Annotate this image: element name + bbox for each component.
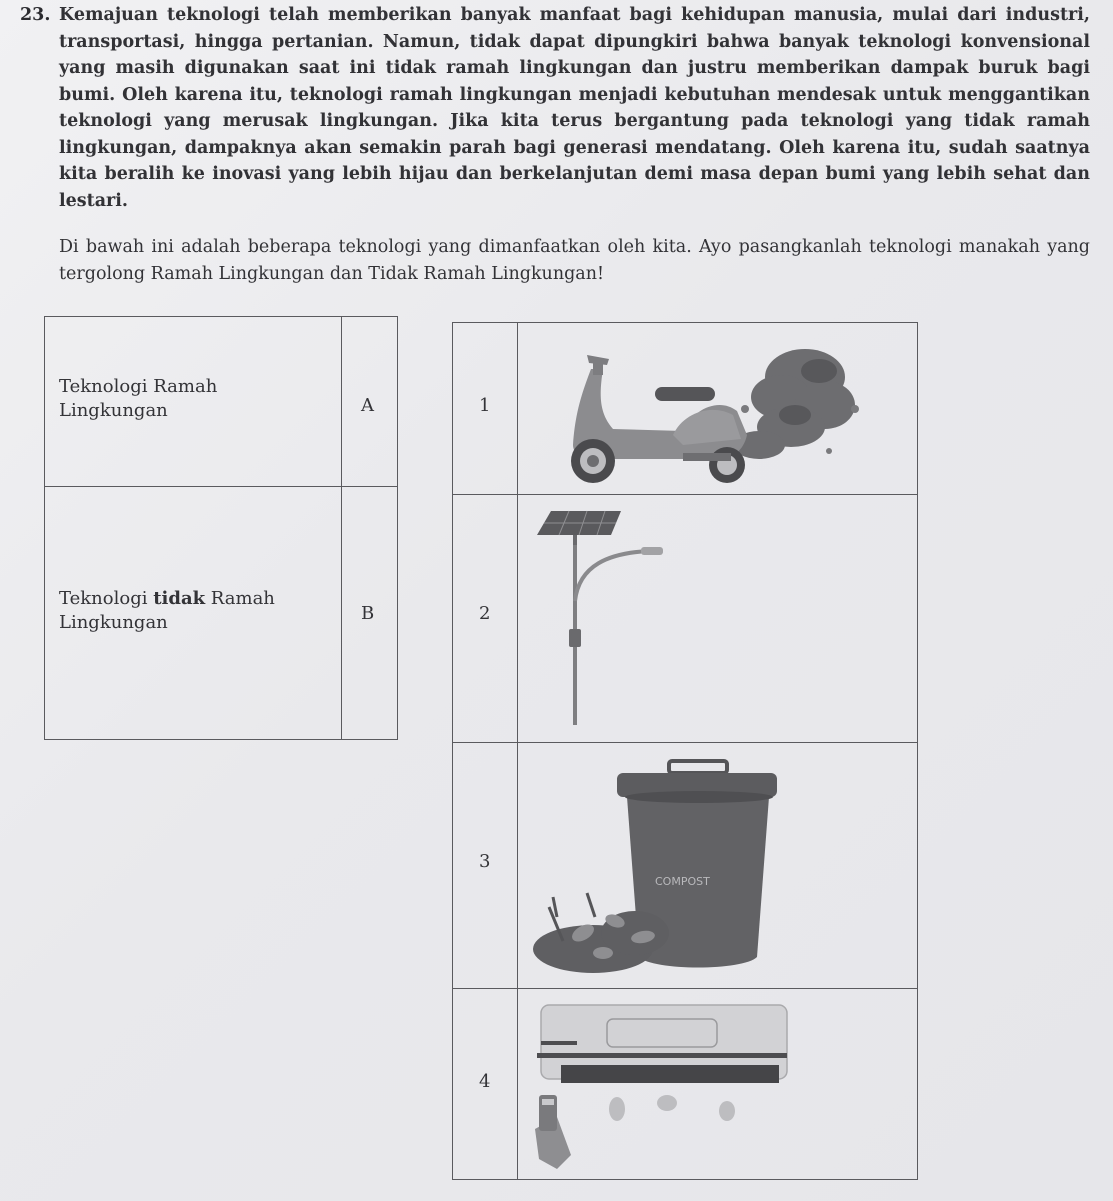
solar-street-light-icon xyxy=(529,505,679,735)
category-label-line: Lingkungan xyxy=(59,400,168,421)
category-label-line xyxy=(59,587,275,611)
technology-row-2 xyxy=(452,494,918,742)
item-number[interactable]: 2 xyxy=(479,603,491,624)
question-number: 23. xyxy=(20,5,51,25)
compost-label: COMPOST xyxy=(655,875,710,888)
scooter-smoke-icon xyxy=(533,335,873,491)
column-divider xyxy=(517,743,518,988)
category-label-not-eco-friendly xyxy=(59,587,275,635)
category-label-eco-friendly xyxy=(59,375,217,423)
category-row-eco-friendly xyxy=(45,317,397,487)
column-divider xyxy=(517,495,518,742)
category-table xyxy=(44,316,398,740)
item-number[interactable]: 1 xyxy=(479,395,491,416)
compost-bin-icon xyxy=(523,757,803,983)
technology-row-4 xyxy=(452,988,918,1180)
category-label-part: Teknologi xyxy=(59,588,154,609)
item-number[interactable]: 3 xyxy=(479,851,491,872)
column-divider xyxy=(341,487,342,739)
question-paragraph: Kemajuan teknologi telah memberikan banyak manfaat bagi kehidupan manusia, mulai dari industri, transportasi, hingga pertanian. Namun, tidak dapat dipungkiri bahwa banyak teknologi konvensional yang masih digunakan saat ini tidak ramah lingkungan dan justru memberikan dampak buruk bagi bumi. Oleh karena itu, teknologi ramah lingkungan menjadi kebutuhan mendesak untuk menggantikan teknologi yang merusak lingkungan. Jika kita terus bergantung pada teknologi yang tidak ramah lingkungan, dampaknya akan semakin parah bagi generasi mendatang. Oleh karena itu, sudah saatnya kita beralih ke inovasi yang lebih hijau dan berkelanjutan demi masa depan bumi yang lebih sehat dan lestari. xyxy=(59,5,1090,211)
category-row-not-eco-friendly xyxy=(45,487,397,739)
technology-table xyxy=(452,322,918,1180)
item-number[interactable]: 4 xyxy=(479,1071,491,1092)
category-letter-b[interactable]: B xyxy=(361,603,375,624)
question-instruction: Di bawah ini adalah beberapa teknologi yang dimanfaatkan oleh kita. Ayo pasangkanlah teknologi manakah yang tergolong Ramah Lingkungan dan Tidak Ramah Lingkungan! xyxy=(59,237,1090,284)
column-divider xyxy=(341,317,342,486)
air-conditioner-icon xyxy=(527,999,797,1173)
category-label-part: Ramah xyxy=(205,588,275,609)
category-letter-a[interactable]: A xyxy=(361,395,374,416)
column-divider xyxy=(517,989,518,1179)
technology-row-3 xyxy=(452,742,918,988)
category-label-emphasis: tidak xyxy=(153,588,206,609)
technology-row-1 xyxy=(452,322,918,494)
question-block xyxy=(20,2,1090,287)
category-label-line: Lingkungan xyxy=(59,612,168,633)
category-label-line: Teknologi Ramah xyxy=(59,376,218,397)
column-divider xyxy=(517,323,518,494)
